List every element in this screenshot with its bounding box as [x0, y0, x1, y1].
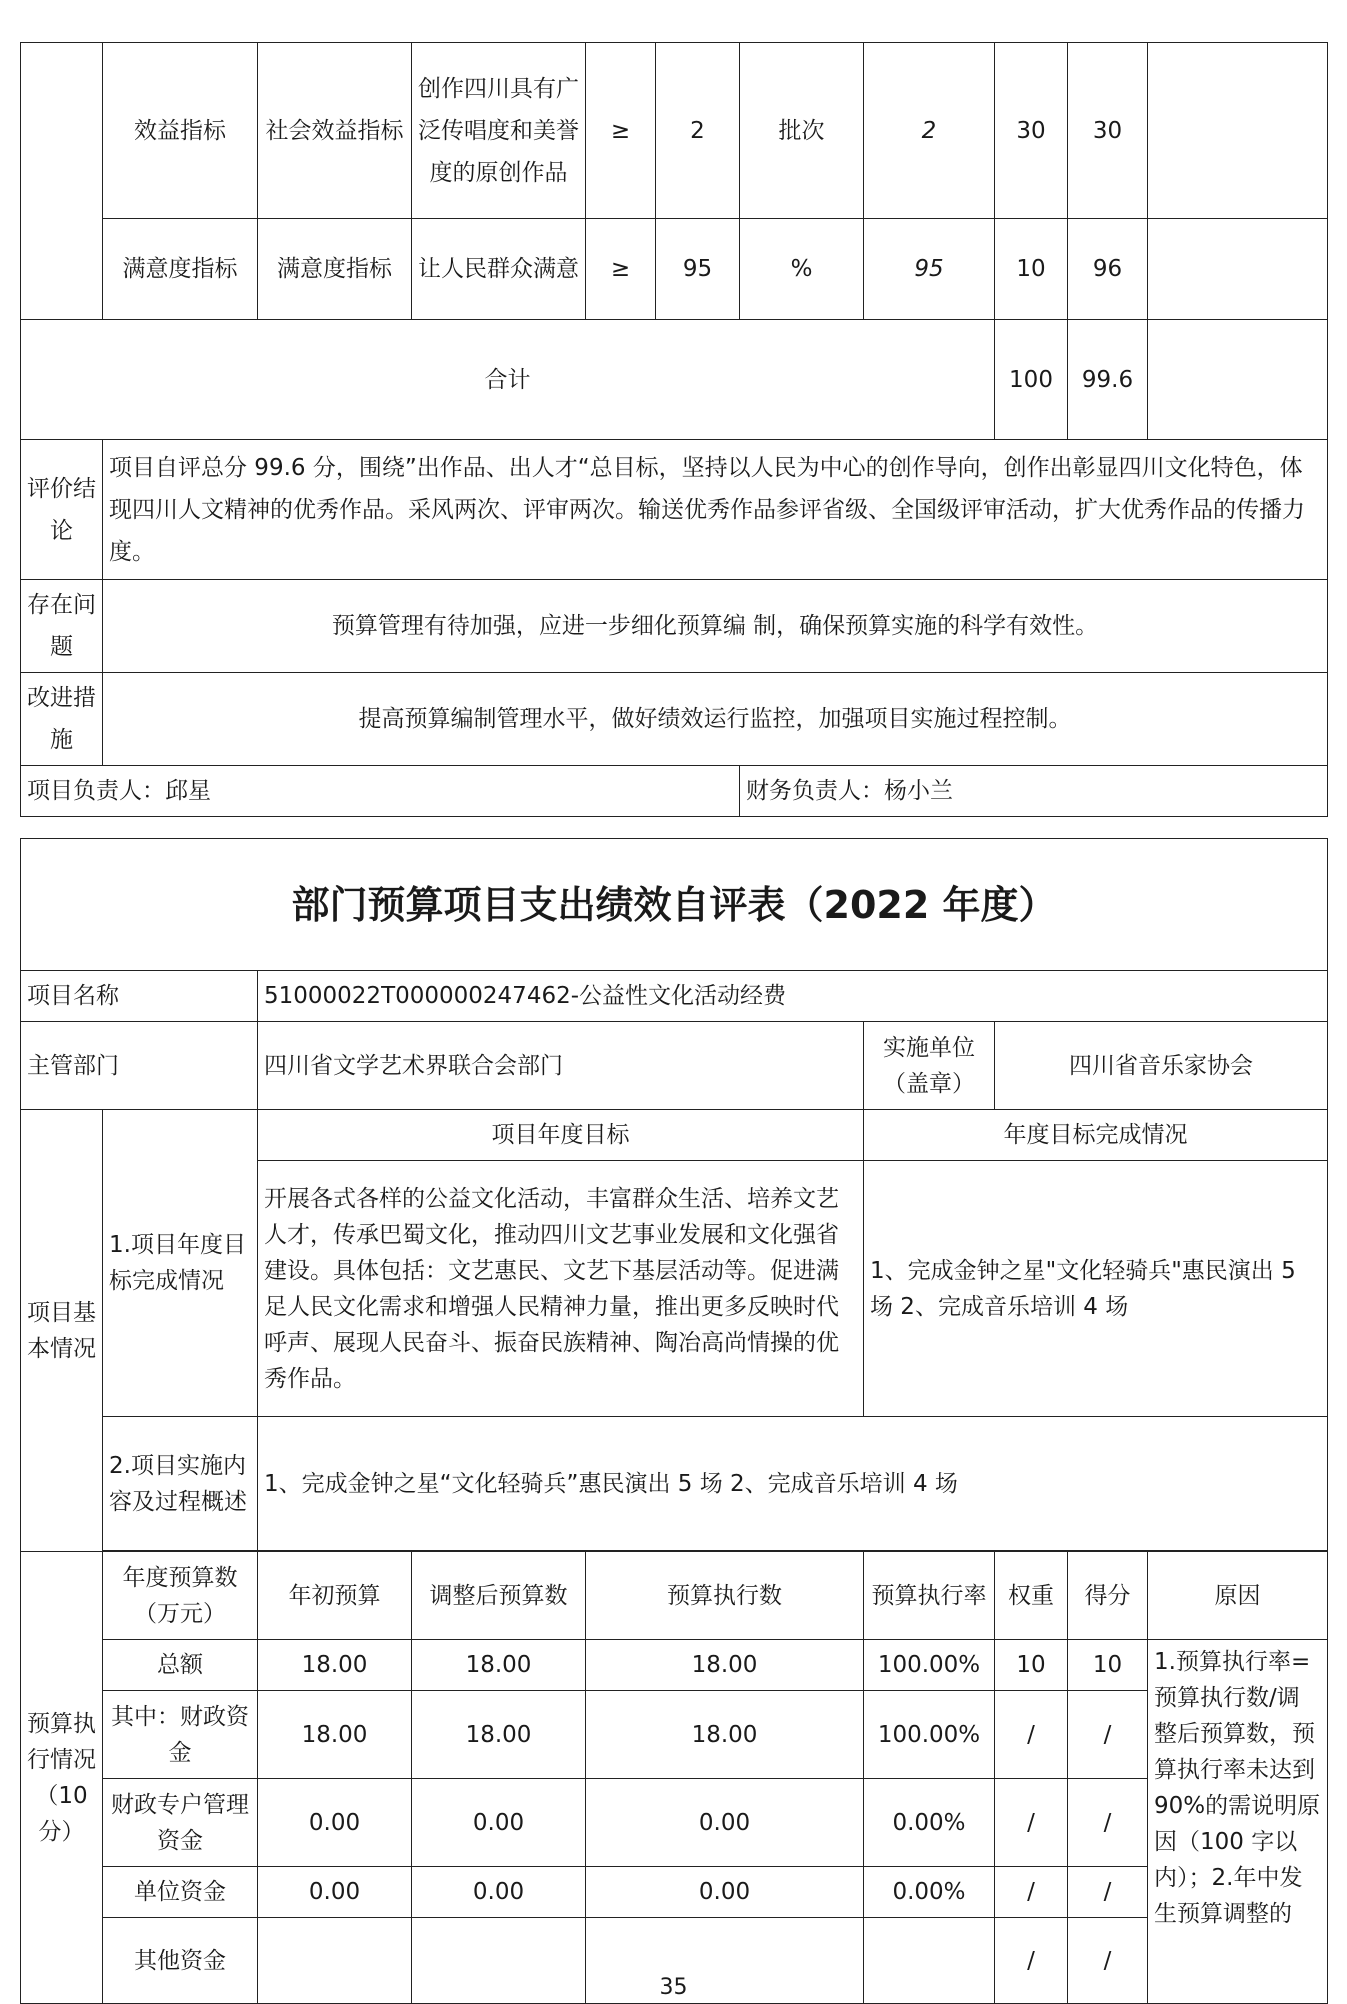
budget-rate: 0.00%: [864, 1779, 995, 1867]
budget-rate: 0.00%: [864, 1867, 995, 1918]
budget-row: [21, 1779, 1328, 1867]
budget-header-rate: 预算执行率: [864, 1552, 995, 1640]
budget-score: /: [1068, 1918, 1148, 2004]
indicator-remark: [1148, 43, 1328, 219]
measures-label: 改进措施: [21, 673, 103, 766]
impl-unit-label: 实施单位（盖章）: [864, 1022, 995, 1110]
indicator-level1: 效益指标: [103, 43, 258, 219]
budget-reason-text: 1.预算执行率=预算执行数/调整后预算数，预算执行率未达到 90%的需说明原因（100 字以内）；2.年中发生预算调整的: [1148, 1640, 1328, 2004]
budget-header-row: [21, 1552, 1328, 1640]
budget-row: [21, 1691, 1328, 1779]
self-evaluation-form: [20, 838, 1328, 2004]
indicator-level2: 社会效益指标: [258, 43, 412, 219]
project-lead: 项目负责人：邱星: [21, 766, 740, 817]
total-weight: 100: [995, 320, 1068, 440]
budget-row-name: 财政专户管理资金: [103, 1779, 258, 1867]
budget-section-label: 预算执行情况（10分）: [21, 1552, 103, 2004]
budget-row-name: 其他资金: [103, 1918, 258, 2004]
indicator-target: 95: [656, 219, 740, 320]
conclusion-text: 项目自评总分 99.6 分，围绕”出作品、出人才“总目标，坚持以人民为中心的创作导向，创作出彰显四川文化特色，体现四川人文精神的优秀作品。采风两次、评审两次。输送优秀作品参评省级、全国级评审活动，扩大优秀作品的传播力度。: [103, 440, 1328, 580]
budget-header-score: 得分: [1068, 1552, 1148, 1640]
problems-text: 预算管理有待加强，应进一步细化预算编 制，确保预算实施的科学有效性。: [103, 580, 1328, 673]
dept-label: 主管部门: [21, 1022, 258, 1110]
indicator-operator: ≥: [586, 219, 656, 320]
budget-adjusted: 18.00: [412, 1640, 586, 1691]
indicator-remark: [1148, 219, 1328, 320]
budget-initial: 18.00: [258, 1691, 412, 1779]
budget-header-initial: 年初预算: [258, 1552, 412, 1640]
problems-label: 存在问题: [21, 580, 103, 673]
budget-executed: 0.00: [586, 1779, 864, 1867]
budget-executed: 18.00: [586, 1640, 864, 1691]
budget-initial: 0.00: [258, 1779, 412, 1867]
budget-adjusted: 18.00: [412, 1691, 586, 1779]
item1-goal-text: 开展各式各样的公益文化活动，丰富群众生活、培养文艺人才，传承巴蜀文化，推动四川文艺事业发展和文化强省建设。具体包括：文艺惠民、文艺下基层活动等。促进满足人民文化需求和增强人民精神力量，推出更多反映时代呼声、展现人民奋斗、振奋民族精神、陶冶高尚情操的优秀作品。: [258, 1161, 864, 1417]
indicator-actual: 95: [864, 219, 995, 320]
indicator-level3: 创作四川具有广泛传唱度和美誉度的原创作品: [412, 43, 586, 219]
indicator-operator: ≥: [586, 43, 656, 219]
budget-initial: 18.00: [258, 1640, 412, 1691]
signature-row: [21, 766, 1328, 817]
indicator-level3: 让人民群众满意: [412, 219, 586, 320]
indicator-score: 96: [1068, 219, 1148, 320]
department-row: [21, 1022, 1328, 1110]
impl-unit-value: 四川省音乐家协会: [995, 1022, 1328, 1110]
problems-row: [21, 580, 1328, 673]
page-number: 35: [659, 1975, 688, 2000]
budget-rate: 100.00%: [864, 1640, 995, 1691]
project-name-value: 51000022T000000247462-公益性文化活动经费: [258, 971, 1328, 1022]
finance-lead: 财务负责人：杨小兰: [740, 766, 1328, 817]
indicator-score: 30: [1068, 43, 1148, 219]
budget-row-name: 其中：财政资金: [103, 1691, 258, 1779]
indicator-weight: 30: [995, 43, 1068, 219]
indicator-level2: 满意度指标: [258, 219, 412, 320]
budget-score: 10: [1068, 1640, 1148, 1691]
title-row: [21, 839, 1328, 971]
item1-label: 1.项目年度目标完成情况: [103, 1110, 258, 1417]
performance-indicator-table: [20, 42, 1328, 817]
conclusion-row: [21, 440, 1328, 580]
table-row: [21, 43, 1328, 219]
budget-adjusted: 0.00: [412, 1867, 586, 1918]
item2-label: 2.项目实施内容及过程概述: [103, 1417, 258, 1551]
table-row: [21, 219, 1328, 320]
budget-score: /: [1068, 1779, 1148, 1867]
project-name-row: [21, 971, 1328, 1022]
budget-weight: /: [995, 1779, 1068, 1867]
item1-completion-text: 1、完成金钟之星"文化轻骑兵"惠民演出 5 场 2、完成音乐培训 4 场: [864, 1161, 1328, 1417]
measures-row: [21, 673, 1328, 766]
budget-row: [21, 1867, 1328, 1918]
basic-info-label: 项目基本情况: [21, 1110, 103, 1552]
budget-weight: /: [995, 1867, 1068, 1918]
total-row: [21, 320, 1328, 440]
budget-weight: /: [995, 1691, 1068, 1779]
budget-header-weight: 权重: [995, 1552, 1068, 1640]
budget-row-name: 总额: [103, 1640, 258, 1691]
total-remark: [1148, 320, 1328, 440]
measures-text: 提高预算编制管理水平，做好绩效运行监控，加强项目实施过程控制。: [103, 673, 1328, 766]
total-score: 99.6: [1068, 320, 1148, 440]
budget-adjusted: 0.00: [412, 1779, 586, 1867]
indicator-target: 2: [656, 43, 740, 219]
budget-score: /: [1068, 1867, 1148, 1918]
indicator-actual: 2: [864, 43, 995, 219]
goal-header-row: [21, 1110, 1328, 1161]
completion-header: 年度目标完成情况: [864, 1110, 1328, 1161]
budget-header-executed: 预算执行数: [586, 1552, 864, 1640]
indicator-unit: 批次: [740, 43, 864, 219]
budget-weight: /: [995, 1918, 1068, 2004]
budget-header-year: 年度预算数（万元）: [103, 1552, 258, 1640]
dept-value: 四川省文学艺术界联合会部门: [258, 1022, 864, 1110]
budget-initial: 0.00: [258, 1867, 412, 1918]
budget-score: /: [1068, 1691, 1148, 1779]
budget-row-name: 单位资金: [103, 1867, 258, 1918]
total-label: 合计: [21, 320, 995, 440]
indicator-weight: 10: [995, 219, 1068, 320]
content-row: [21, 1417, 1328, 1551]
indicator-level1: 满意度指标: [103, 219, 258, 320]
form-title: 部门预算项目支出绩效自评表（2022 年度）: [21, 839, 1328, 971]
indicator-unit: %: [740, 219, 864, 320]
goal-header: 项目年度目标: [258, 1110, 864, 1161]
budget-rate: 100.00%: [864, 1691, 995, 1779]
conclusion-label: 评价结论: [21, 440, 103, 580]
item2-content: 1、完成金钟之星“文化轻骑兵”惠民演出 5 场 2、完成音乐培训 4 场: [258, 1417, 1328, 1551]
budget-weight: 10: [995, 1640, 1068, 1691]
budget-executed: 18.00: [586, 1691, 864, 1779]
budget-header-reason: 原因: [1148, 1552, 1328, 1640]
blank-cell: [21, 43, 103, 320]
budget-header-adjusted: 调整后预算数: [412, 1552, 586, 1640]
budget-executed: 0.00: [586, 1867, 864, 1918]
budget-row: [21, 1640, 1328, 1691]
project-name-label: 项目名称: [21, 971, 258, 1022]
